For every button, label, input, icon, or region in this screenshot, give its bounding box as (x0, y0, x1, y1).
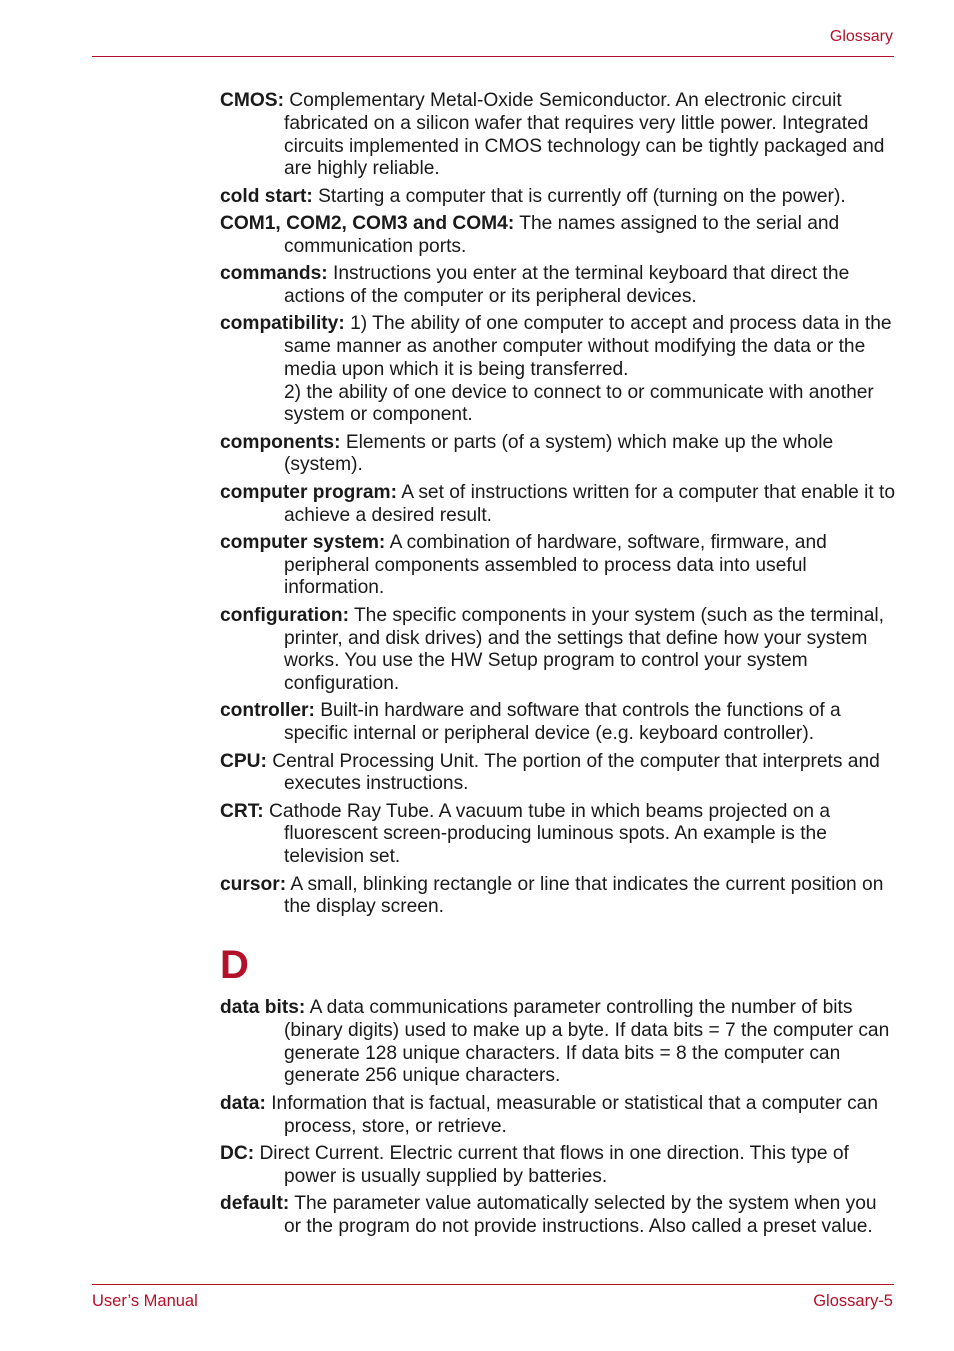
glossary-entry-controller (220, 700, 896, 746)
glossary-term: components: (220, 431, 341, 453)
glossary-definition: Information that is factual, measurable or statistical that a computer can process, store, or retrieve. (271, 1092, 879, 1137)
glossary-entry-crt (220, 801, 896, 869)
glossary-term: computer program: (220, 481, 397, 503)
glossary-entry-default (220, 1193, 896, 1239)
glossary-term: CMOS: (220, 90, 284, 111)
glossary-term: cold start: (220, 185, 313, 207)
header-section-label: Glossary (829, 28, 893, 45)
glossary-definition: The specific components in your system (such as the terminal, printer, and disk drives) and the settings that define how your system works. You use the HW Setup program to control your system configuration. (284, 604, 884, 695)
glossary-definition: A set of instructions written for a computer that enable it to achieve a desired result. (284, 481, 896, 526)
glossary-entry-dc (220, 1143, 896, 1189)
glossary-content (220, 90, 896, 1243)
glossary-entry-components (220, 432, 896, 478)
header-rule (92, 56, 894, 57)
glossary-term: CPU: (220, 750, 267, 772)
glossary-definition: The parameter value automatically selected by the system when you or the program do not provide instructions. Also called a preset value. (284, 1192, 877, 1237)
glossary-definition: The names assigned to the serial and communication ports. (284, 212, 840, 257)
section-heading-d: D (220, 943, 249, 988)
glossary-definition: Elements or parts (of a system) which make up the whole (system). (284, 431, 834, 476)
glossary-term: controller: (220, 700, 315, 722)
glossary-definition: Instructions you enter at the terminal keyboard that direct the actions of the computer or its peripheral devices. (284, 263, 850, 307)
glossary-entry-data (220, 1093, 896, 1139)
glossary-definition: A combination of hardware, software, firmware, and peripheral components assembled to process data into useful information. (284, 531, 827, 599)
footer-rule (92, 1284, 894, 1285)
glossary-entry-com-ports (220, 213, 896, 259)
footer-page-number: Glossary-5 (813, 1292, 893, 1310)
glossary-term: data: (220, 1092, 266, 1114)
glossary-entry-commands (220, 263, 896, 309)
glossary-definition: Starting a computer that is currently off (turning on the power). (318, 185, 846, 207)
glossary-definition: 1) The ability of one computer to accept and process data in the same manner as another computer without modifying the data or the media upon which it is being transferred. (284, 313, 892, 380)
glossary-term: compatibility: (220, 313, 345, 335)
glossary-entry-computer-system (220, 532, 896, 600)
footer-manual-title: User’s Manual (92, 1292, 198, 1310)
glossary-definition: Direct Current. Electric current that flows in one direction. This type of power is usually supplied by batteries. (259, 1142, 849, 1187)
glossary-entry-compatibility (220, 313, 896, 427)
glossary-term: data bits: (220, 997, 306, 1019)
glossary-term: computer system: (220, 531, 386, 553)
glossary-entry-computer-program (220, 482, 896, 528)
glossary-definition: Complementary Metal-Oxide Semiconductor. An electronic circuit fabricated on a silicon wafer that requires very little power. Integrated circuits implemented in CMOS technology can be tightly packaged and are highly reliable. (284, 90, 885, 180)
glossary-term: cursor: (220, 873, 287, 895)
glossary-definition: Built-in hardware and software that controls the functions of a specific internal or peripheral device (e.g. keyboard controller). (284, 700, 841, 745)
glossary-entry-cpu (220, 751, 896, 797)
glossary-entry-cold-start (220, 186, 896, 209)
glossary-term: CRT: (220, 800, 264, 822)
glossary-entry-cursor (220, 874, 896, 920)
glossary-entry-data-bits (220, 997, 896, 1088)
glossary-entry-cmos (220, 90, 896, 181)
glossary-term: configuration: (220, 604, 349, 626)
glossary-definition: A small, blinking rectangle or line that indicates the current position on the display screen. (284, 873, 884, 918)
glossary-definition: A data communications parameter controlling the number of bits (binary digits) used to make up a byte. If data bits = 7 the computer can generate 128 unique characters. If data bits = 8 the computer can generate 256 unique characters. (284, 997, 890, 1087)
glossary-definition: Central Processing Unit. The portion of the computer that interprets and executes instructions. (272, 750, 880, 795)
glossary-entry-configuration (220, 605, 896, 696)
glossary-term: COM1, COM2, COM3 and COM4: (220, 212, 515, 234)
glossary-term: DC: (220, 1142, 255, 1164)
glossary-definition: Cathode Ray Tube. A vacuum tube in which beams projected on a fluorescent screen-producing luminous spots. An example is the television set. (269, 800, 831, 868)
glossary-term: commands: (220, 263, 328, 285)
glossary-definition-part2: 2) the ability of one device to connect to or communicate with another system or component. (284, 381, 874, 426)
glossary-term: default: (220, 1192, 290, 1214)
